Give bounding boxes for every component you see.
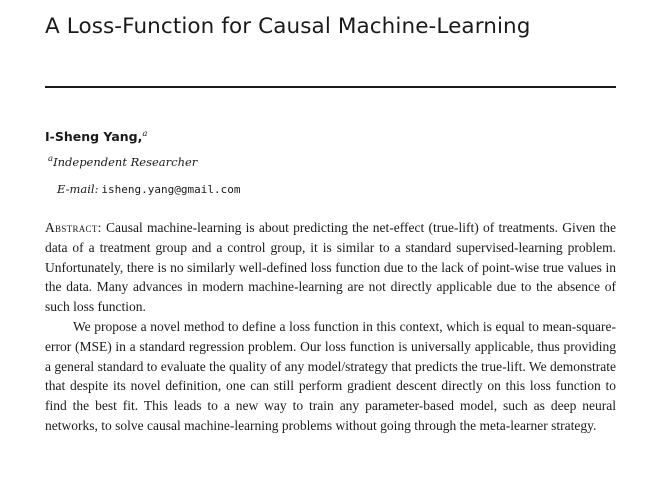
author-affiliation-mark: a bbox=[142, 128, 148, 139]
email-address[interactable]: isheng.yang@gmail.com bbox=[101, 183, 241, 196]
affiliation-mark: a bbox=[48, 154, 54, 165]
abstract-label: Abstract: bbox=[45, 220, 102, 235]
email-label: E-mail: bbox=[57, 182, 99, 196]
author-name: I-Sheng Yang, bbox=[45, 129, 143, 144]
abstract bbox=[45, 218, 616, 436]
abstract-paragraph-1-text: Causal machine-learning is about predicting the net-effect (true-lift) of treatments. Given the data of a treatment group and a control group, it is similar to a standard supervised-learning problem. Unfortunately, there is no similarly well-defined loss function due to the lack of point-wise true values in the data. Many advances in modern machine-learning are not directly applicable due to the absence of such loss function. bbox=[45, 220, 617, 315]
paper-title: A Loss-Function for Causal Machine-Learning bbox=[45, 14, 531, 39]
author-line bbox=[45, 129, 147, 144]
affiliation-line bbox=[48, 155, 197, 169]
affiliation-name: Independent Researcher bbox=[53, 155, 198, 169]
abstract-paragraph-1 bbox=[45, 218, 616, 317]
email-line bbox=[57, 182, 240, 196]
title-rule bbox=[45, 86, 616, 88]
abstract-paragraph-2: We propose a novel method to define a loss function in this context, which is equal to mean-square-error (MSE) in a standard regression problem. Our loss function is universally applicable, thus providing a general standard to evaluate the quality of any model/strategy that predicts the true-lift. We demonstrate that despite its novel definition, one can still perform gradient descent directly on this loss function to find the best fit. This leads to a new way to train any parameter-based model, such as deep neural networks, to solve causal machine-learning problems without going through the meta-learner strategy. bbox=[45, 318, 616, 433]
